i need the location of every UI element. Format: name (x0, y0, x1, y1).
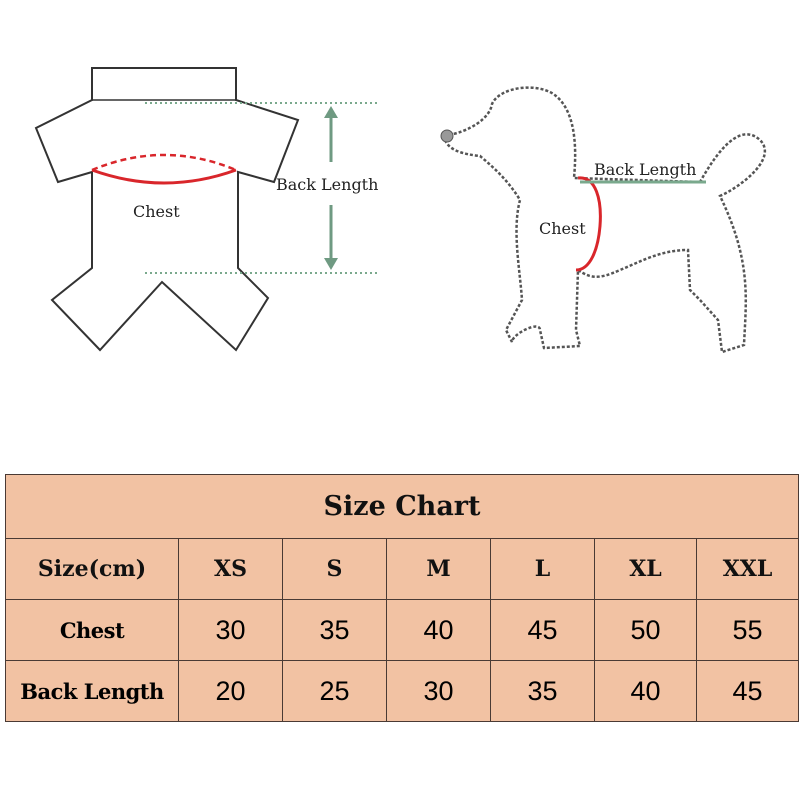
garment-diagram (36, 68, 380, 350)
size-chart-table (5, 474, 799, 722)
chest-value-xl: 50 (595, 600, 697, 661)
dog-nose-icon (441, 130, 453, 142)
size-header-xl: XL (595, 539, 697, 600)
back-length-value-xl: 40 (595, 661, 697, 722)
back-length-value-l: 35 (491, 661, 595, 722)
size-header-xxl: XXL (697, 539, 799, 600)
back-length-row (6, 661, 799, 722)
dog-diagram (441, 88, 765, 352)
size-header-l: L (491, 539, 595, 600)
chest-value-s: 35 (283, 600, 387, 661)
size-header-row (6, 539, 799, 600)
dog-outline (444, 88, 765, 352)
dog-back-length-label: Back Length (594, 160, 697, 179)
back-length-row-label: Back Length (6, 661, 179, 722)
chest-row (6, 600, 799, 661)
chest-value-xs: 30 (179, 600, 283, 661)
garment-chest-label: Chest (133, 202, 180, 221)
garment-back-length-label: Back Length (276, 175, 379, 194)
size-chart-title: Size Chart (6, 475, 799, 539)
dog-chest-label: Chest (539, 219, 586, 238)
size-header-m: M (387, 539, 491, 600)
back-length-value-xs: 20 (179, 661, 283, 722)
size-header-label: Size(cm) (6, 539, 179, 600)
chest-row-label: Chest (6, 600, 179, 661)
size-header-xs: XS (179, 539, 283, 600)
chest-value-l: 45 (491, 600, 595, 661)
back-length-value-s: 25 (283, 661, 387, 722)
size-header-s: S (283, 539, 387, 600)
garment-arrow-down-icon (324, 258, 338, 270)
back-length-value-xxl: 45 (697, 661, 799, 722)
garment-arrow-up-icon (324, 106, 338, 118)
back-length-value-m: 30 (387, 661, 491, 722)
chest-value-xxl: 55 (697, 600, 799, 661)
chest-value-m: 40 (387, 600, 491, 661)
